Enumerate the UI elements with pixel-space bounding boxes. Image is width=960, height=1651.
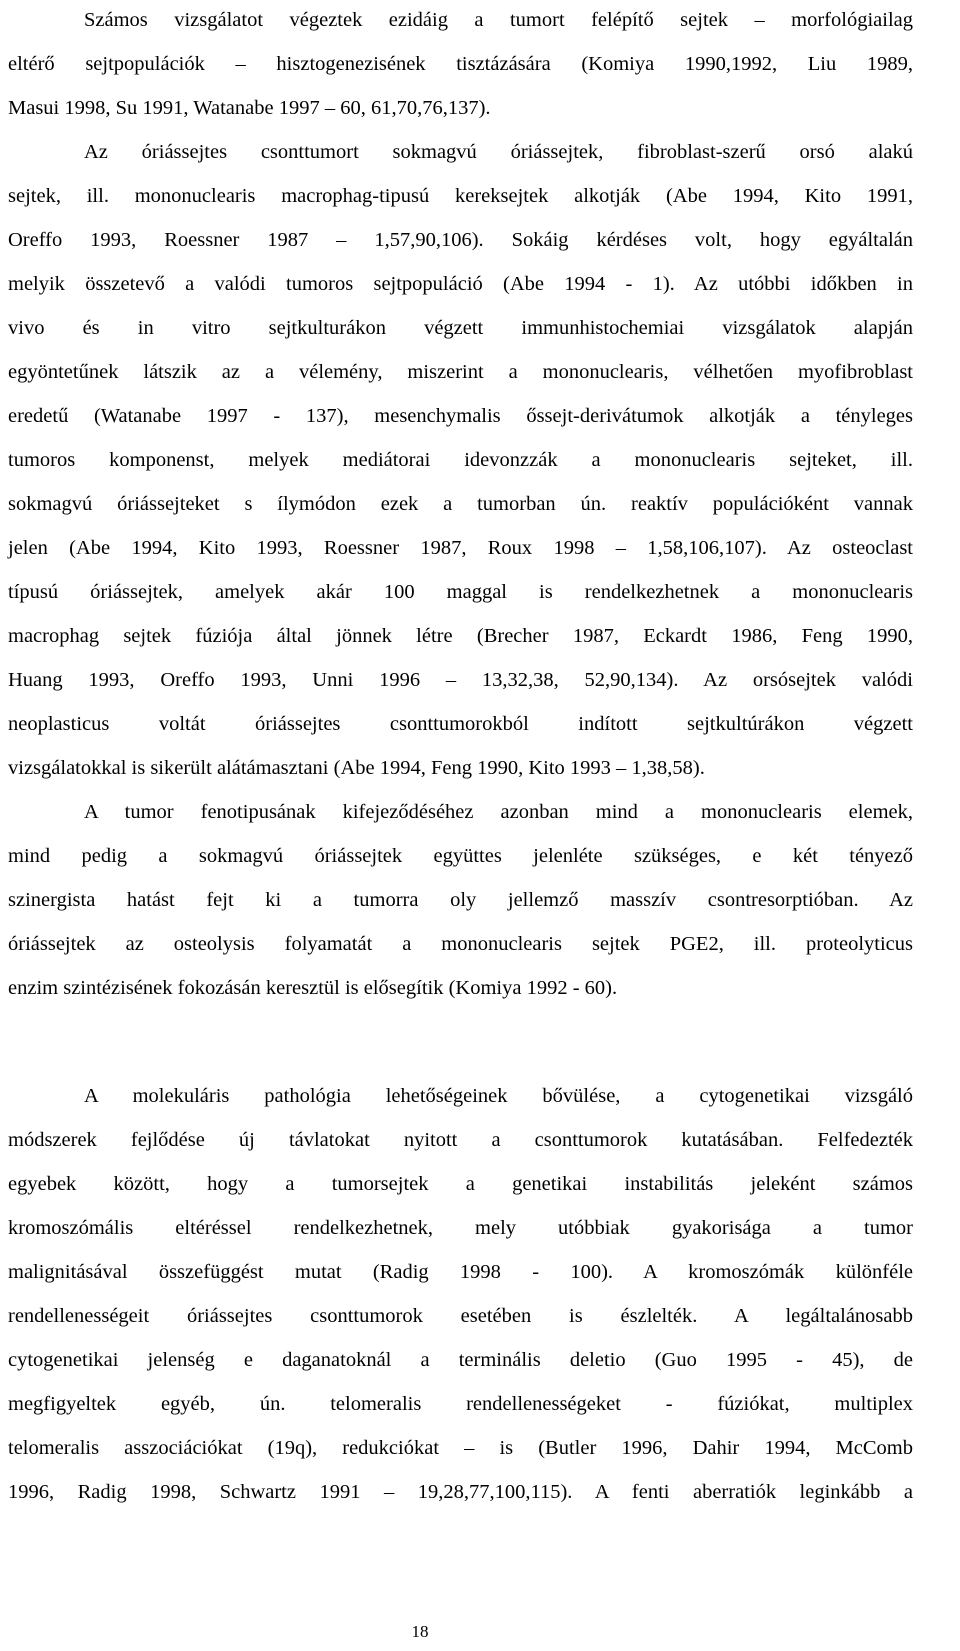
- text-line: macrophag sejtek fúziója által jönnek létre (Brecher 1987, Eckardt 1986, Feng 1990,: [8, 625, 913, 647]
- text-line: módszerek fejlődése új távlatokat nyitott a csonttumorok kutatásában. Felfedezték: [8, 1129, 913, 1151]
- text-line: Huang 1993, Oreffo 1993, Unni 1996 – 13,32,38, 52,90,134). Az orsósejtek valódi: [8, 669, 913, 691]
- text-line: rendellenességeit óriássejtes csonttumorok esetében is észlelték. A legáltalánosabb: [8, 1305, 913, 1327]
- text-line: enzim szintézisének fokozásán keresztül is elősegítik (Komiya 1992 - 60).: [8, 977, 618, 999]
- text-line: egyebek között, hogy a tumorsejtek a genetikai instabilitás jeleként számos: [8, 1173, 913, 1195]
- text-line: vivo és in vitro sejtkulturákon végzett immunhistochemiai vizsgálatok alapján: [8, 317, 913, 339]
- text-line: A molekuláris pathológia lehetőségeinek bővülése, a cytogenetikai vizsgáló: [84, 1085, 913, 1107]
- text-line: vizsgálatokkal is sikerült alátámasztani (Abe 1994, Feng 1990, Kito 1993 – 1,38,58).: [8, 757, 705, 779]
- text-line: Számos vizsgálatot végeztek ezidáig a tumort felépítő sejtek – morfológiailag: [84, 9, 913, 31]
- text-line: melyik összetevő a valódi tumoros sejtpopuláció (Abe 1994 - 1). Az utóbbi időkben in: [8, 273, 913, 295]
- text-line: szinergista hatást fejt ki a tumorra oly jellemző masszív csontresorptióban. Az: [8, 889, 913, 911]
- text-line: neoplasticus voltát óriássejtes csonttumorokból indított sejtkultúrákon végzett: [8, 713, 913, 735]
- text-line: sejtek, ill. mononuclearis macrophag-tipusú kereksejtek alkotják (Abe 1994, Kito 1991,: [8, 185, 913, 207]
- text-line: Oreffo 1993, Roessner 1987 – 1,57,90,106). Sokáig kérdéses volt, hogy egyáltalán: [8, 229, 913, 251]
- text-line: 1996, Radig 1998, Schwartz 1991 – 19,28,77,100,115). A fenti aberratiók leginkább a: [8, 1481, 913, 1503]
- text-line: telomeralis asszociációkat (19q), redukciókat – is (Butler 1996, Dahir 1994, McComb: [8, 1437, 913, 1459]
- text-line: jelen (Abe 1994, Kito 1993, Roessner 1987, Roux 1998 – 1,58,106,107). Az osteoclast: [8, 537, 913, 559]
- text-line: kromoszómális eltéréssel rendelkezhetnek, mely utóbbiak gyakorisága a tumor: [8, 1217, 913, 1239]
- text-line: tumoros komponenst, melyek mediátorai idevonzzák a mononuclearis sejteket, ill.: [8, 449, 913, 471]
- text-line: A tumor fenotipusának kifejeződéséhez azonban mind a mononuclearis elemek,: [84, 801, 913, 823]
- text-line: típusú óriássejtek, amelyek akár 100 maggal is rendelkezhetnek a mononuclearis: [8, 581, 913, 603]
- text-line: cytogenetikai jelenség e daganatoknál a terminális deletio (Guo 1995 - 45), de: [8, 1349, 913, 1371]
- text-line: óriássejtek az osteolysis folyamatát a mononuclearis sejtek PGE2, ill. proteolyticus: [8, 933, 913, 955]
- text-line: sokmagvú óriássejteket s ílymódon ezek a tumorban ún. reaktív populációként vannak: [8, 493, 913, 515]
- text-line: mind pedig a sokmagvú óriássejtek együttes jelenléte szükséges, e két tényező: [8, 845, 913, 867]
- page-number: 18: [411, 1622, 429, 1641]
- text-line: megfigyeltek egyéb, ún. telomeralis rendellenességeket - fúziókat, multiplex: [8, 1393, 913, 1415]
- text-line: egyöntetűnek látszik az a vélemény, miszerint a mononuclearis, vélhetően myofibroblast: [8, 361, 913, 383]
- text-line: Az óriássejtes csonttumort sokmagvú óriássejtek, fibroblast-szerű orsó alakú: [84, 141, 913, 163]
- text-line: Masui 1998, Su 1991, Watanabe 1997 – 60, 61,70,76,137).: [8, 97, 491, 119]
- text-line: malignitásával összefüggést mutat (Radig 1998 - 100). A kromoszómák különféle: [8, 1261, 913, 1283]
- text-line: eltérő sejtpopulációk – hisztogenezisének tisztázására (Komiya 1990,1992, Liu 1989,: [8, 53, 913, 75]
- text-line: eredetű (Watanabe 1997 - 137), mesenchymalis őssejt-derivátumok alkotják a tényleges: [8, 405, 913, 427]
